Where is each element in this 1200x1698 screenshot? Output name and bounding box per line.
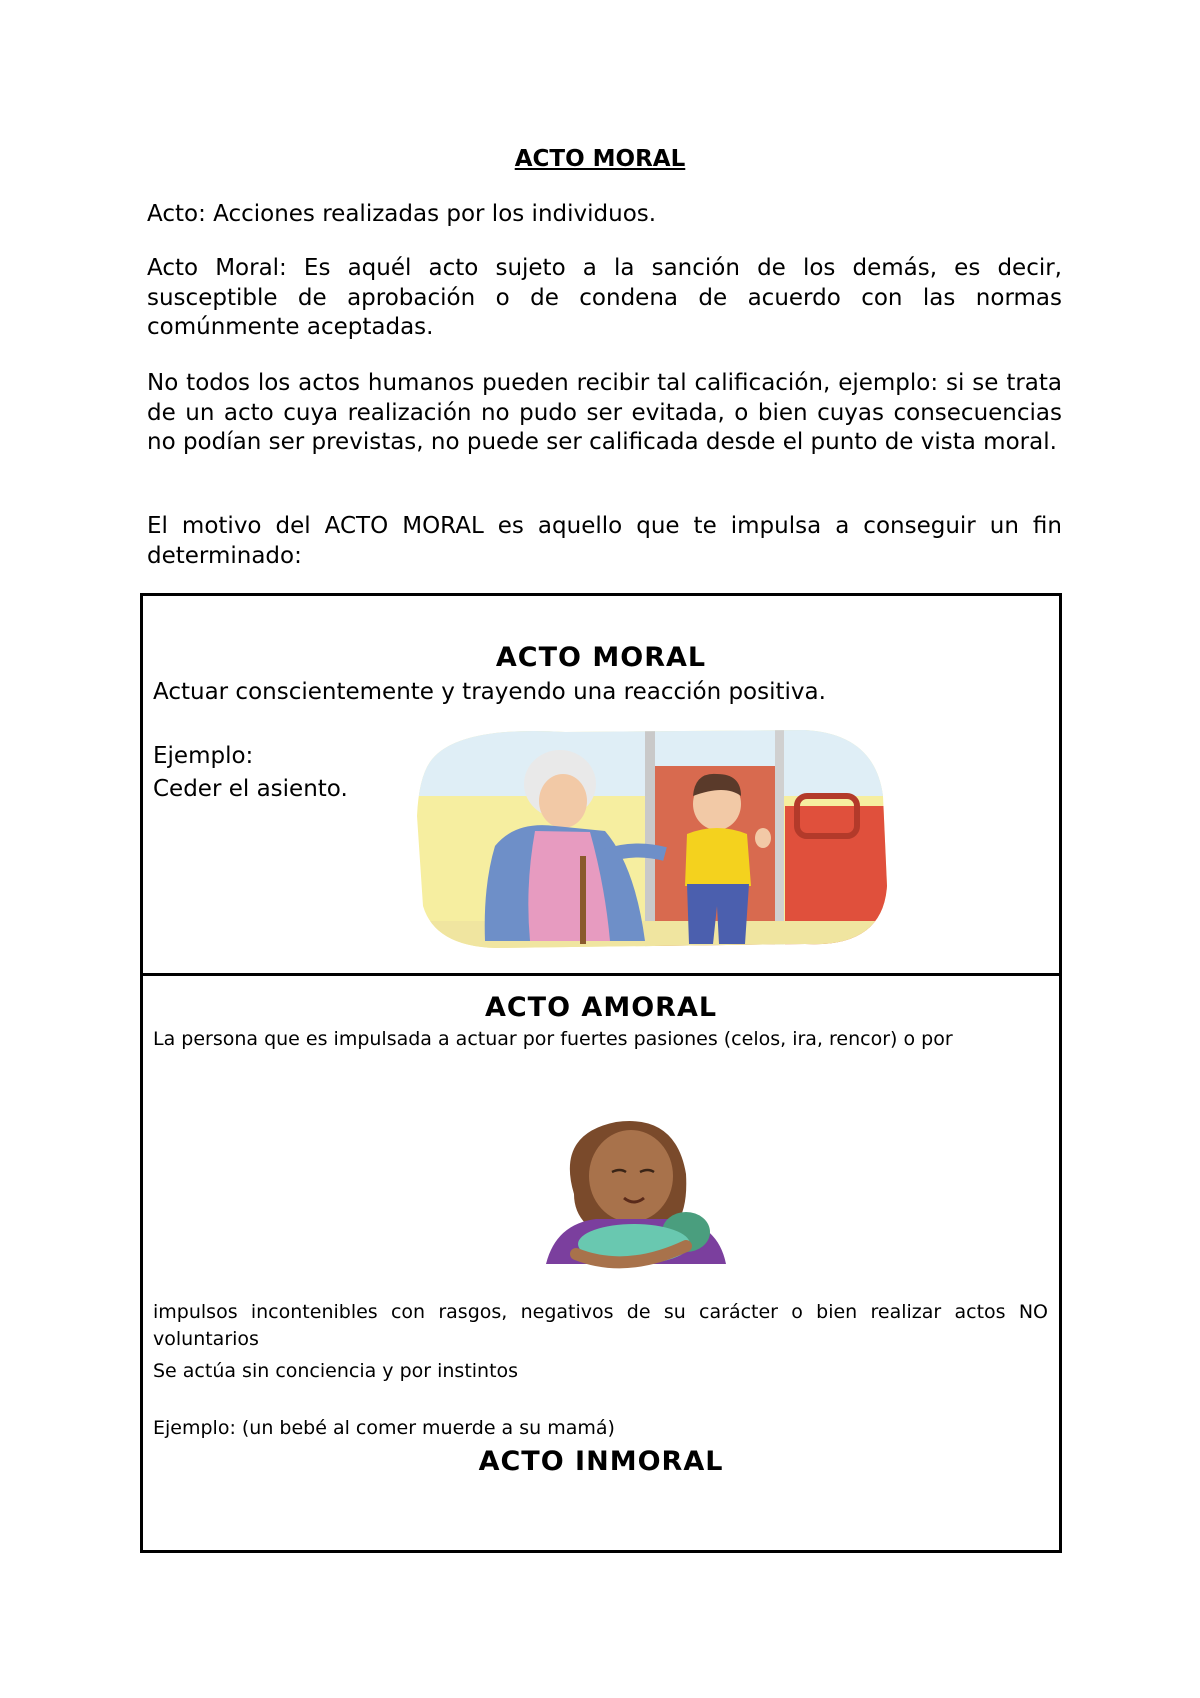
acto-amoral-line1: La persona que es impulsada a actuar por fuertes pasiones (celos, ira, rencor) o por — [153, 1028, 953, 1050]
acto-inmoral-heading: ACTO INMORAL — [478, 1446, 724, 1477]
paragraph-acto-moral: Acto Moral: Es aquél acto sujeto a la sanción de los demás, es decir, susceptible de aprobación o de condena de acuerdo con las normas comúnmente aceptadas. — [147, 255, 1062, 340]
document-title: ACTO MORAL — [514, 146, 686, 172]
acto-amoral-line2: impulsos incontenibles con rasgos, negativos de su carácter o bien realizar actos NO voluntarios — [153, 1301, 1048, 1350]
paragraph-acto: Acto: Acciones realizadas por los individuos. — [147, 201, 657, 227]
paragraph-motivo: El motivo del ACTO MORAL es aquello que te impulsa a conseguir un fin determinado: — [147, 513, 1062, 569]
breastfeeding-emoji-icon — [536, 1114, 736, 1274]
acto-moral-box — [140, 593, 1062, 976]
acto-amoral-heading: ACTO AMORAL — [484, 992, 718, 1023]
paragraph-calificacion: No todos los actos humanos pueden recibir tal calificación, ejemplo: si se trata de un acto cuya realización no pudo ser evitada, o bien cuyas consecuencias no podían ser previstas, no puede ser calificada desde el punto de vista moral. — [147, 370, 1062, 455]
acto-moral-heading: ACTO MORAL — [495, 642, 707, 673]
bus-seat-illustration — [405, 726, 895, 951]
acto-amoral-line3: Se actúa sin conciencia y por instintos — [153, 1360, 519, 1382]
acto-amoral-box — [140, 973, 1062, 1553]
acto-moral-example-text: Ceder el asiento. — [153, 776, 348, 802]
acto-moral-example-label: Ejemplo: — [153, 743, 254, 769]
acto-moral-description: Actuar conscientemente y trayendo una reacción positiva. — [153, 679, 826, 705]
acto-amoral-example: Ejemplo: (un bebé al comer muerde a su mamá) — [153, 1417, 615, 1439]
